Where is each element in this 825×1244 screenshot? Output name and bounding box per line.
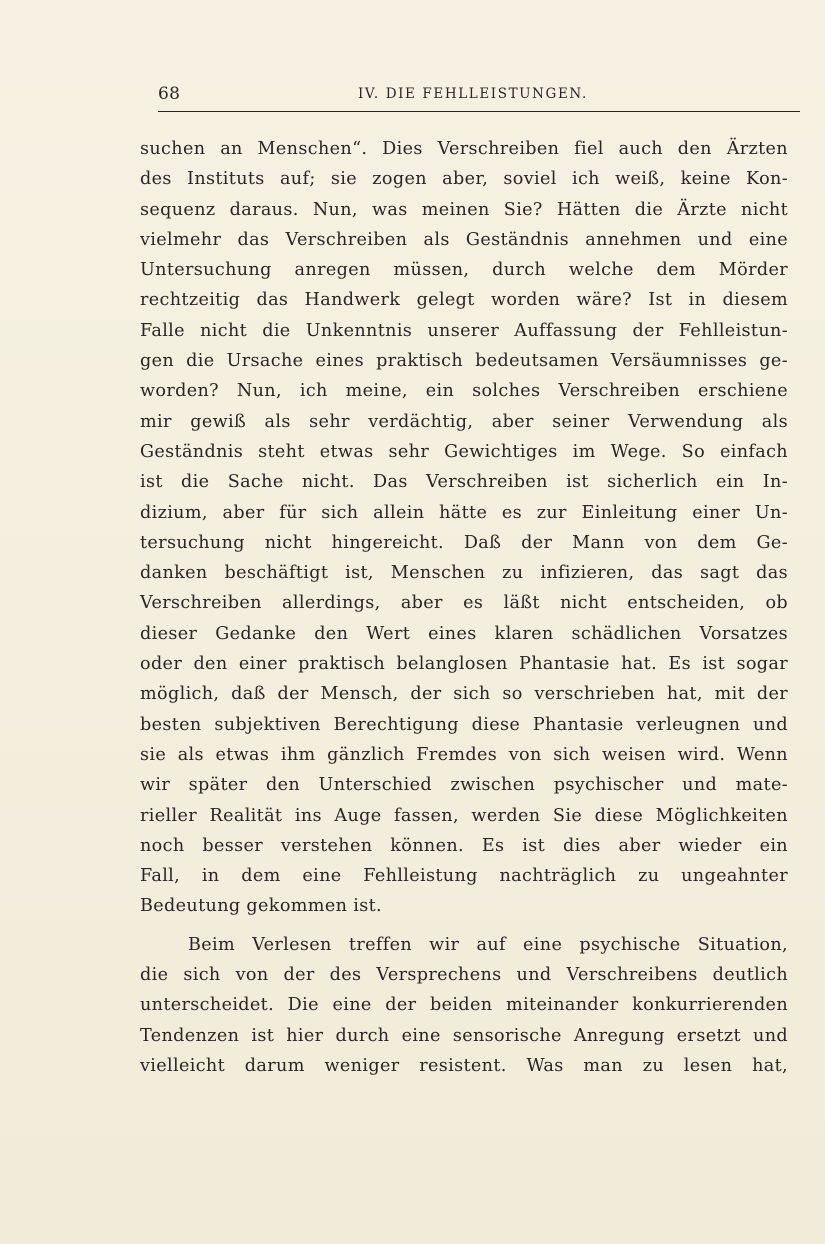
text-line: ist die Sache nicht. Das Verschreiben ist sicherlich ein In- bbox=[140, 472, 788, 493]
text-line: noch besser verstehen können. Es ist dies aber wieder ein bbox=[140, 835, 788, 856]
text-line: Verschreiben allerdings, aber es läßt nicht entscheiden, ob bbox=[140, 593, 788, 614]
text-line: vielleicht darum weniger resistent. Was man zu lesen hat, bbox=[140, 1055, 788, 1076]
text-line: unterscheidet. Die eine der beiden miteinander konkurrierenden bbox=[140, 995, 788, 1016]
text-line: wir später den Unterschied zwischen psychischer und mate- bbox=[140, 775, 788, 796]
page-header bbox=[158, 84, 798, 112]
running-head: IV. DIE FEHLLEISTUNGEN. bbox=[358, 86, 588, 102]
text-line: vielmehr das Verschreiben als Geständnis annehmen und eine bbox=[140, 229, 788, 250]
paragraph-2 bbox=[140, 930, 788, 1081]
body-text bbox=[140, 134, 788, 1081]
text-line: tersuchung nicht hingereicht. Daß der Mann von dem Ge- bbox=[140, 532, 788, 553]
text-line: sie als etwas ihm gänzlich Fremdes von sich weisen wird. Wenn bbox=[140, 744, 788, 765]
text-line: des Instituts auf; sie zogen aber, soviel ich weiß, keine Kon- bbox=[140, 169, 788, 190]
text-line: besten subjektiven Berechtigung diese Phantasie verleugnen und bbox=[140, 714, 788, 735]
text-line: die sich von der des Versprechens und Verschreibens deutlich bbox=[140, 965, 788, 986]
text-line: Untersuchung anregen müssen, durch welche dem Mörder bbox=[140, 260, 788, 281]
text-line: Falle nicht die Unkenntnis unserer Auffassung der Fehlleistun- bbox=[140, 320, 788, 341]
text-line: sequenz daraus. Nun, was meinen Sie? Hätten die Ärzte nicht bbox=[140, 199, 788, 220]
text-line: Geständnis steht etwas sehr Gewichtiges im Wege. So einfach bbox=[140, 441, 788, 462]
paragraph-gap bbox=[140, 922, 788, 930]
text-line: suchen an Menschen“. Dies Verschreiben fiel auch den Ärzten bbox=[140, 139, 788, 159]
text-line: danken beschäftigt ist, Menschen zu infizieren, das sagt das bbox=[140, 563, 788, 584]
text-line: mir gewiß als sehr verdächtig, aber seiner Verwendung als bbox=[140, 411, 788, 432]
text-line: gen die Ursache eines praktisch bedeutsamen Versäumnisses ge- bbox=[140, 351, 788, 372]
text-line: möglich, daß der Mensch, der sich so verschrieben hat, mit der bbox=[140, 684, 788, 705]
text-line: dieser Gedanke den Wert eines klaren schädlichen Vorsatzes bbox=[140, 623, 788, 644]
text-line: worden? Nun, ich meine, ein solches Verschreiben erschiene bbox=[140, 381, 788, 402]
text-line: Tendenzen ist hier durch eine sensorische Anregung ersetzt und bbox=[140, 1025, 788, 1046]
text-line: Beim Verlesen treffen wir auf eine psychische Situation, bbox=[188, 934, 788, 955]
header-rule bbox=[158, 111, 800, 112]
paragraph-1 bbox=[140, 134, 788, 922]
text-line: oder den einer praktisch belanglosen Phantasie hat. Es ist sogar bbox=[140, 654, 788, 675]
text-line: rechtzeitig das Handwerk gelegt worden wäre? Ist in diesem bbox=[140, 290, 788, 311]
text-line: dizium, aber für sich allein hätte es zur Einleitung einer Un- bbox=[140, 502, 788, 523]
page-number: 68 bbox=[158, 84, 181, 104]
text-line: rieller Realität ins Auge fassen, werden Sie diese Möglichkeiten bbox=[140, 805, 788, 826]
text-line: Bedeutung gekommen ist. bbox=[140, 896, 382, 917]
text-line: Fall, in dem eine Fehlleistung nachträglich zu ungeahnter bbox=[140, 866, 788, 887]
